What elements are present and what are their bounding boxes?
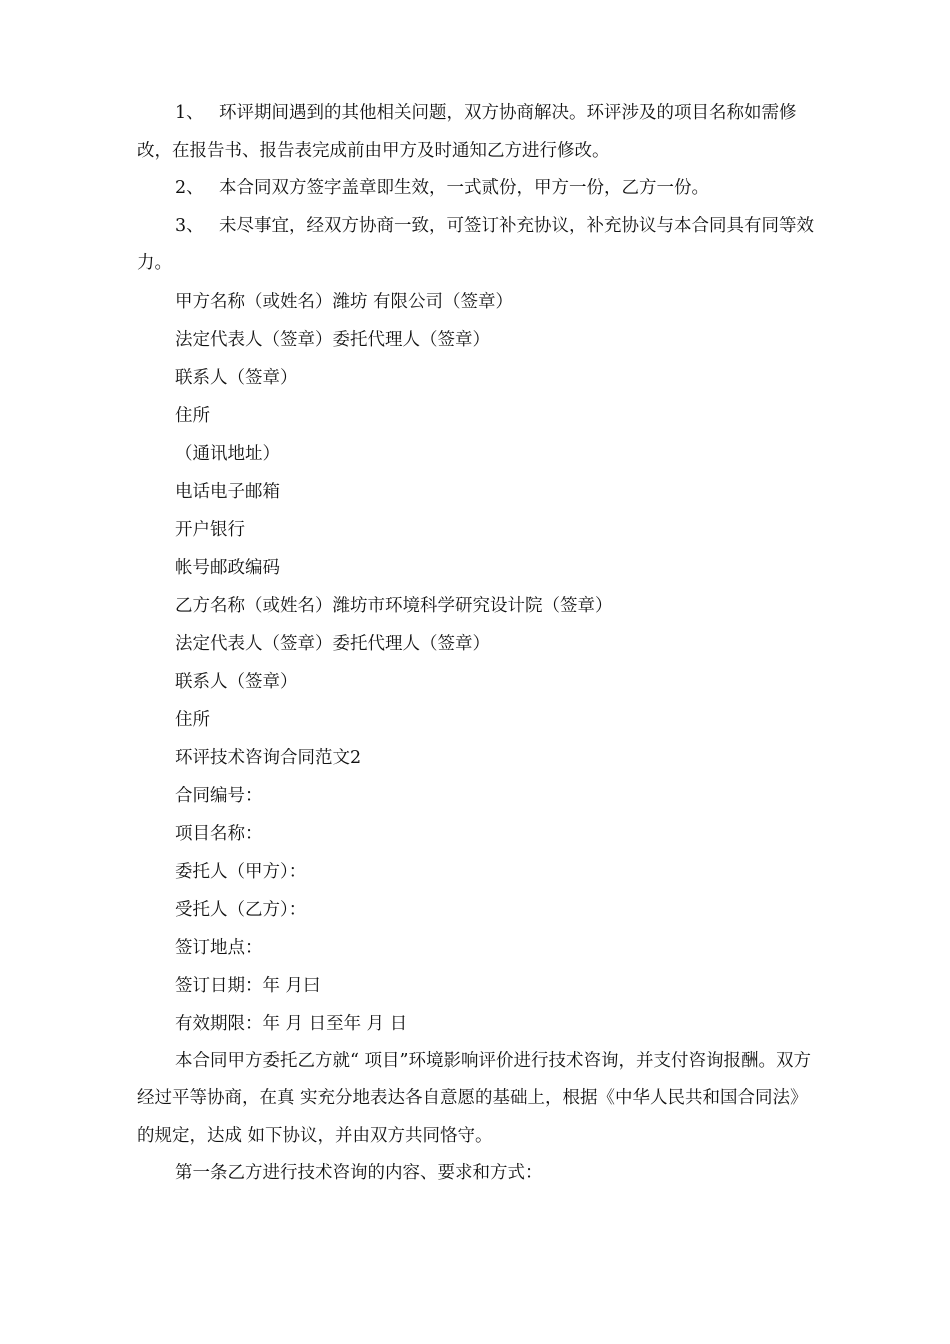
contract-number: 合同编号：: [175, 785, 263, 806]
trustee-party-b: 受托人（乙方）：: [175, 899, 307, 920]
clause-3: [137, 208, 817, 283]
clause-text: 环评期间遇到的其他相关问题，双方协商解决。环评涉及的项目名称如需修改，在报告书、报告表完成前由甲方及时通知乙方进行修改。: [137, 103, 797, 161]
party-a-address: 住所: [175, 405, 210, 426]
party-a-phone-email: 电话电子邮箱: [175, 481, 280, 502]
clause-2: [137, 170, 817, 208]
party-a-account-postcode: 帐号邮政编码: [175, 557, 280, 578]
project-name: 项目名称：: [175, 823, 263, 844]
party-a-representative: 法定代表人（签章）委托代理人（签章）: [175, 329, 490, 350]
client-party-a: 委托人（甲方）：: [175, 861, 307, 882]
clause-1: [137, 95, 817, 170]
validity-period: 有效期限：年 月 日至年 月 日: [175, 1013, 408, 1034]
clause-text: 未尽事宜，经双方协商一致，可签订补充协议，补充协议与本合同具有同等效力。: [137, 215, 814, 273]
sample2-title: 环评技术咨询合同范文2: [175, 747, 362, 768]
signing-place: 签订地点：: [175, 937, 263, 958]
party-a-name: 甲方名称（或姓名）潍坊 有限公司（签章）: [175, 291, 514, 312]
party-a-address-note: （通讯地址）: [175, 443, 280, 464]
clause-text: 本合同双方签字盖章即生效，一式贰份，甲方一份，乙方一份。: [219, 178, 709, 198]
party-a-contact: 联系人（签章）: [175, 367, 298, 388]
contract-intro: 本合同甲方委托乙方就“ 项目”环境影响评价进行技术咨询，并支付咨询报酬。双方经过平等协商，在真 实充分地表达各自意愿的基础上，根据《中华人民共和国合同法》的规定，达成 如下协议，并由双方共同恪守。: [137, 1050, 811, 1146]
party-b-representative: 法定代表人（签章）委托代理人（签章）: [175, 633, 490, 654]
party-b-contact: 联系人（签章）: [175, 671, 298, 692]
party-a-bank: 开户银行: [175, 519, 245, 540]
signing-date: 签订日期：年 月曰: [175, 975, 321, 996]
clause-number: 2、: [175, 178, 204, 198]
document-body: [137, 95, 817, 1193]
clause-number: 1、: [175, 103, 204, 123]
party-b-name: 乙方名称（或姓名）潍坊市环境科学研究设计院（签章）: [175, 595, 613, 616]
article-1: 第一条乙方进行技术咨询的内容、要求和方式：: [175, 1163, 543, 1183]
party-b-address: 住所: [175, 709, 210, 730]
clause-number: 3、: [175, 215, 204, 236]
